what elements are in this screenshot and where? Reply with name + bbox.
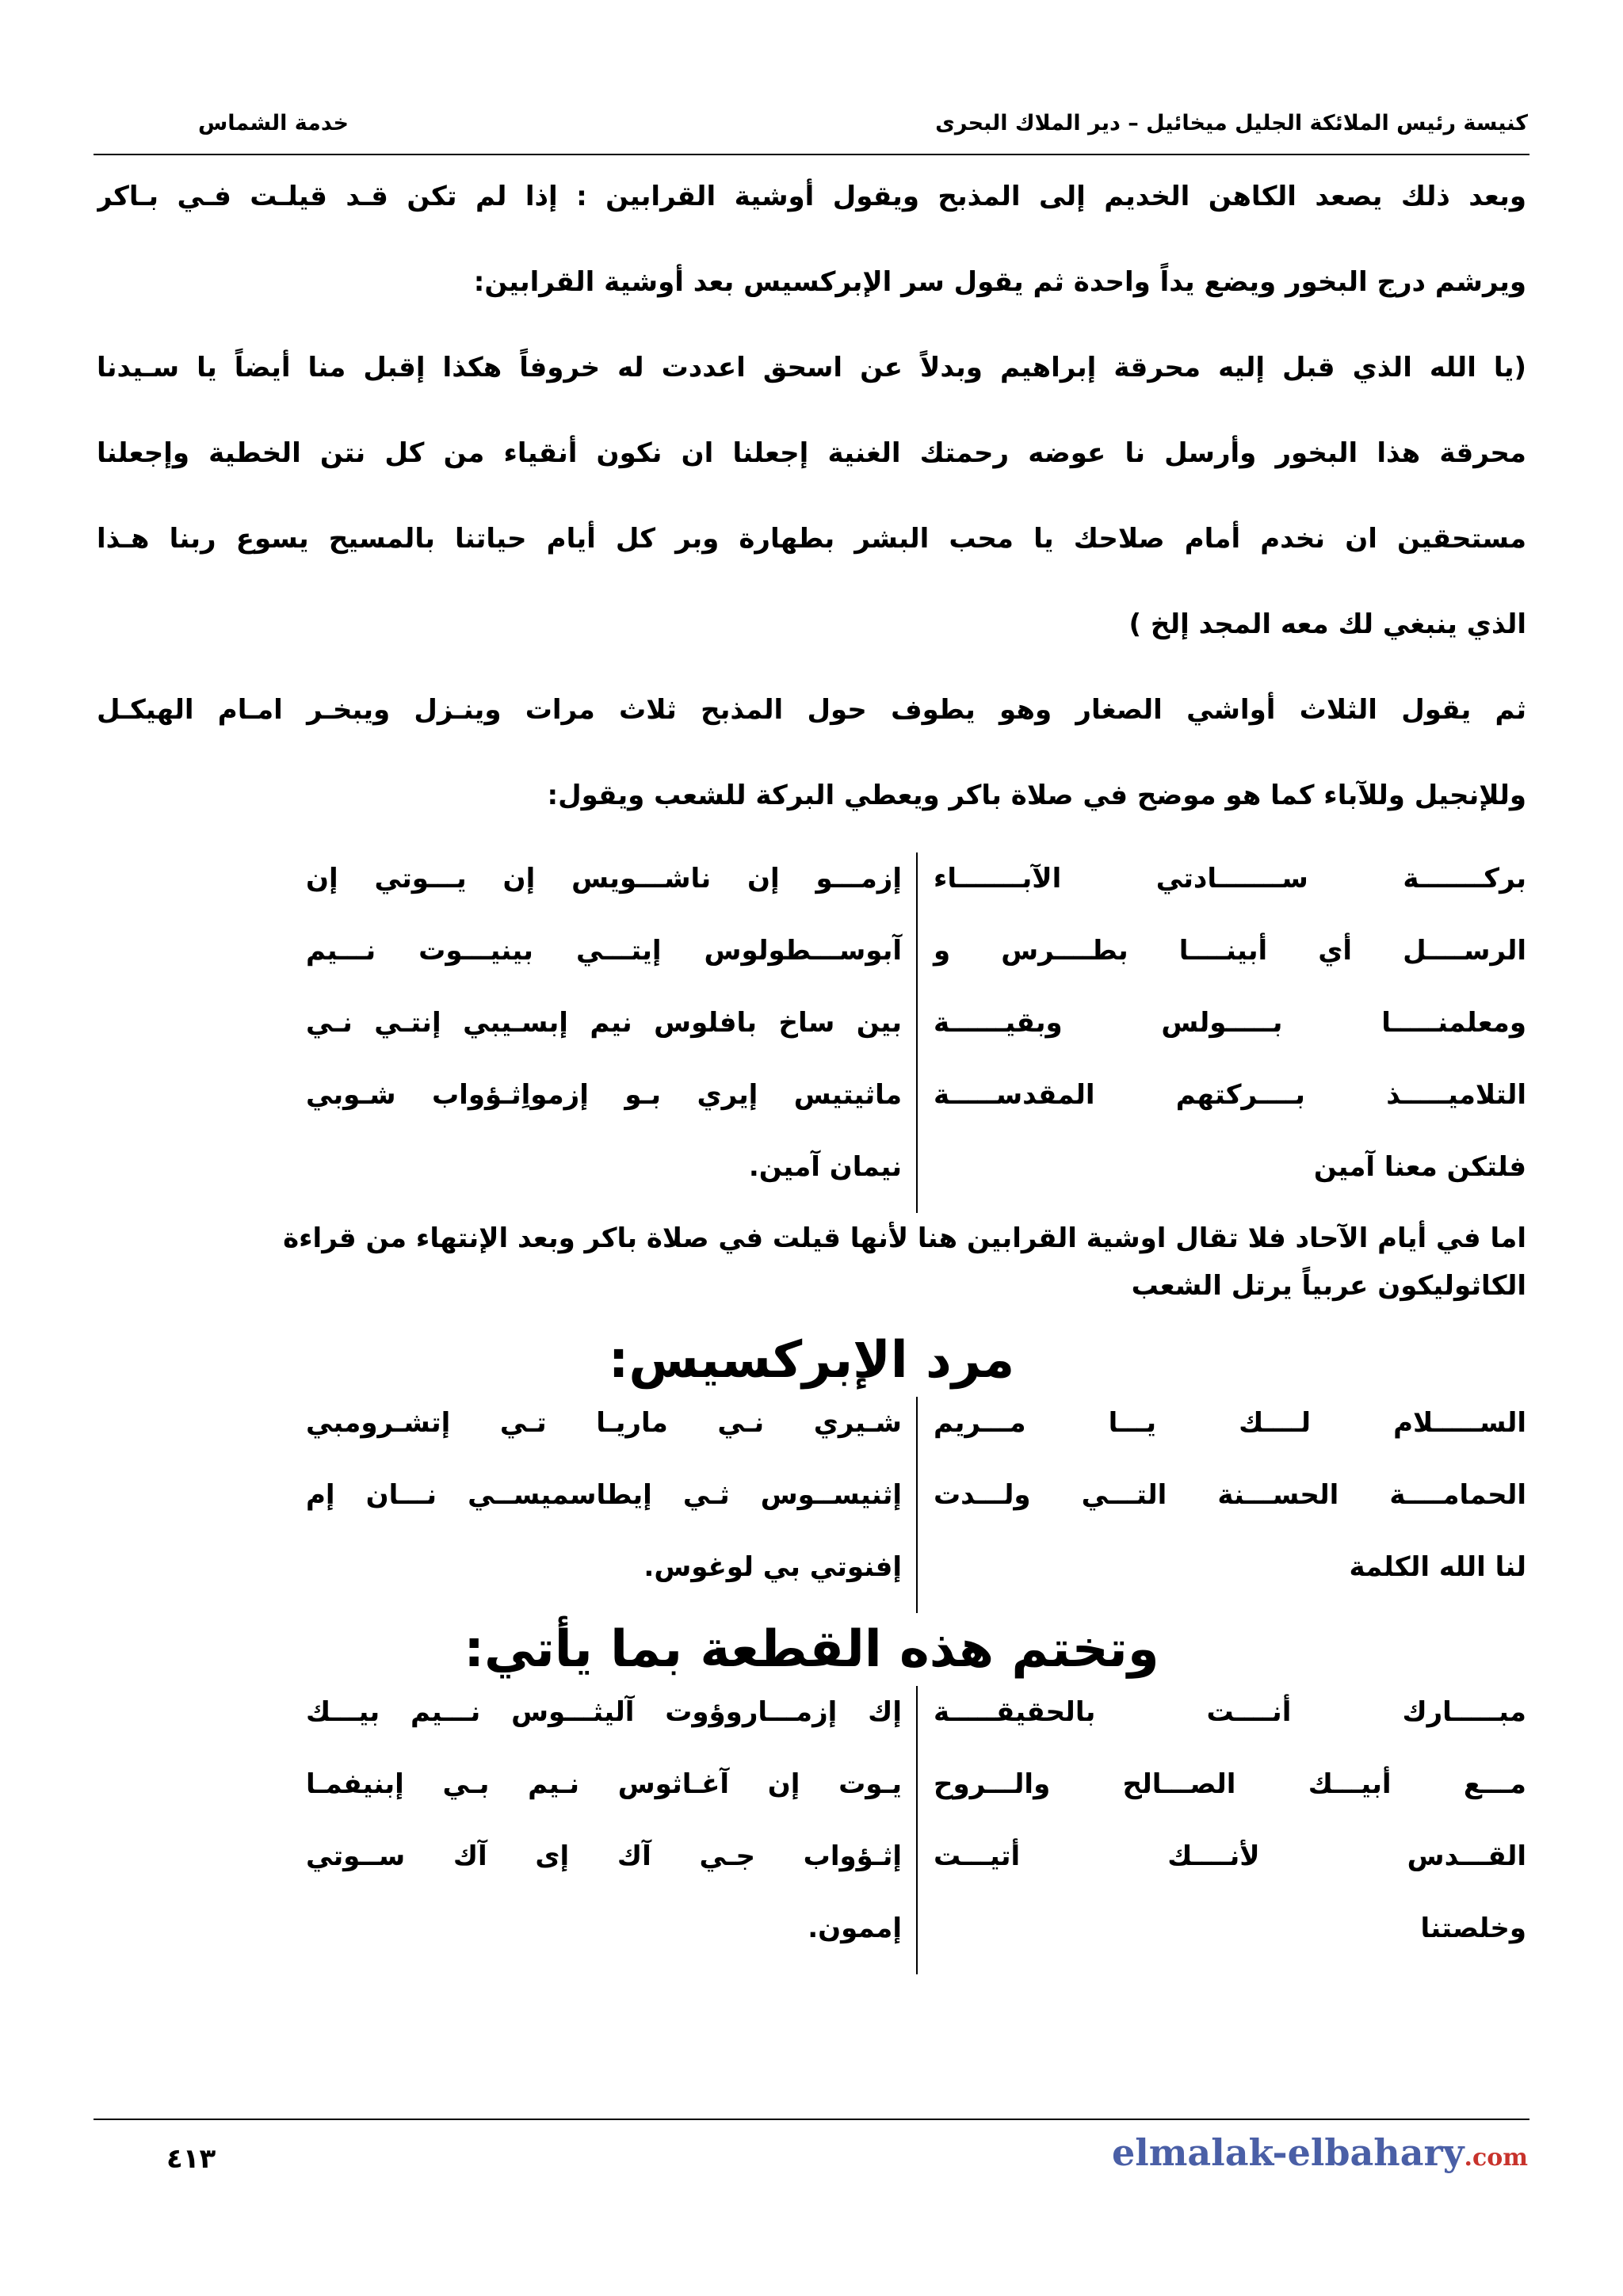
coptic-cell: إك إزمـــاروؤوت آليثـــوس نـــيم بيـــك bbox=[306, 1696, 902, 1728]
text-line: ويرشم درج البخور ويضع يداً واحدة ثم يقول سر الإبركسيس بعد أوشية القرابين: bbox=[473, 266, 1526, 298]
text-line: وللإنجيل وللآباء كما هو موضح في صلاة باكر ويعطي البركة للشعب ويقول: bbox=[547, 780, 1526, 811]
arabic-cell: مـــع أبيـــك الصـــالح والـــروح bbox=[916, 1758, 1526, 1830]
table-row bbox=[97, 1397, 1526, 1469]
coptic-cell: نيمان آمين. bbox=[748, 1151, 902, 1183]
header-rule bbox=[94, 154, 1529, 155]
page-header bbox=[95, 111, 1528, 146]
praxis-response-table bbox=[97, 1397, 1526, 1613]
text-line: (يا الله الذي قبل إليه محرقة إبراهيم وبدلاً عن اسحق اعددت له خروفاً هكذا إقبل منا أيضاً يا سـيدنا bbox=[97, 352, 1526, 383]
table-row bbox=[97, 1830, 1526, 1902]
coptic-cell: إزمـــو إن ناشـــويس إن يـــوتي إن bbox=[306, 863, 902, 894]
header-church-name: كنيسة رئيس الملائكة الجليل ميخائيل – دير الملاك البحرى bbox=[935, 111, 1528, 135]
closing-table bbox=[97, 1686, 1526, 1974]
text-line: الكاثوليكون عربياً يرتل الشعب bbox=[1131, 1270, 1526, 1302]
table-row bbox=[97, 1069, 1526, 1141]
text-line: وبعد ذلك يصعد الكاهن الخديم إلى المذبح ويقول أوشية القرابين : إذا لم تكن قـد قيلـت فـي بـاكر bbox=[97, 181, 1526, 212]
table-row bbox=[97, 1541, 1526, 1613]
coptic-cell: آبوســـطولوس إيتـــي بينيـــوت نـــيم bbox=[306, 935, 902, 967]
section-title-closing: وتختم هذه القطعة بما يأتي: bbox=[464, 1620, 1159, 1679]
paragraph-procession bbox=[97, 681, 1526, 852]
text-line: اما في أيام الآحاد فلا تقال اوشية القرابين هنا لأنها قيلت في صلاة باكر وبعد الإنتهاء من قراءة bbox=[283, 1222, 1526, 1254]
arabic-cell: فلتكن معنا آمين bbox=[916, 1141, 1526, 1213]
paragraph-sunday-note bbox=[97, 1215, 1526, 1324]
arabic-cell: التلاميـــــذ بــــركتهم المقدســـــة bbox=[916, 1069, 1526, 1141]
text-line: محرقة هذا البخور وأرسل نا عوضه رحمتك الغنية إجعلنا ان نكون أنقياء من كل نتن الخطية وإجعلنا bbox=[97, 437, 1526, 469]
arabic-cell: بركـــــــة ســـــــادتي الآبـــــــاء bbox=[916, 852, 1526, 925]
table-row bbox=[97, 1141, 1526, 1213]
coptic-cell: بين ساخ بافلوس نيم إبسـيبي إنتـي نـي bbox=[306, 1007, 902, 1039]
header-service-title: خدمة الشماس bbox=[198, 111, 349, 135]
coptic-cell: إفنوتي بي لوغوس. bbox=[643, 1551, 902, 1583]
blessing-table bbox=[97, 852, 1526, 1213]
text-line: الذي ينبغي لك معه المجد إلخ ) bbox=[1128, 608, 1526, 640]
coptic-cell: إممون. bbox=[808, 1913, 902, 1944]
coptic-cell: شـيري نـي ماريـا تـي إتشـرومبي bbox=[306, 1407, 902, 1439]
footer-rule bbox=[94, 2119, 1529, 2120]
table-row bbox=[97, 852, 1526, 925]
arabic-cell: القـــدس لأنــــك أتيـــت bbox=[916, 1830, 1526, 1902]
arabic-cell: لنا الله الكلمة bbox=[916, 1541, 1526, 1613]
coptic-cell: إثـؤواب جـي آك إى آك ســوتي bbox=[306, 1840, 902, 1872]
arabic-cell: الحمامــــة الحســـنة التـــي ولـــدت bbox=[916, 1469, 1526, 1541]
page-number: ٤١٣ bbox=[166, 2143, 216, 2175]
site-logo-name: elmalak-elbahary bbox=[1112, 2131, 1465, 2174]
text-line: مستحقين ان نخدم أمام صلاحك يا محب البشر بطهارة وبر كل أيام حياتنا بالمسيح يسوع ربنا هـذا bbox=[97, 523, 1526, 555]
table-row bbox=[97, 925, 1526, 997]
table-row bbox=[97, 997, 1526, 1069]
table-row bbox=[97, 1902, 1526, 1974]
site-logo-tld: .com bbox=[1464, 2144, 1528, 2172]
table-row bbox=[97, 1758, 1526, 1830]
arabic-cell: الســـــلام لــــك يـــا مـــريم bbox=[916, 1397, 1526, 1469]
arabic-cell: ومعلمنـــــا بـــــولس وبقيــــــة bbox=[916, 997, 1526, 1069]
coptic-cell: يـوت إن آغـاثوس نـيم بـي إبنيفمـا bbox=[306, 1768, 902, 1800]
table-row bbox=[97, 1686, 1526, 1758]
paragraph-prayer bbox=[97, 339, 1526, 681]
text-line: ثم يقول الثلاث أواشي الصغار وهو يطوف حول المذبح ثلاث مرات وينـزل ويبخـر امـام الهيكـل bbox=[97, 694, 1526, 726]
arabic-cell: الرســــل أي أبينــــا بطــــرس و bbox=[916, 925, 1526, 997]
page-body bbox=[97, 168, 1526, 1974]
coptic-cell: ماثيتيس إيري بـو إزمواِثـؤواب شـوبي bbox=[306, 1079, 902, 1111]
arabic-cell: وخلصتنا bbox=[916, 1902, 1526, 1974]
site-logo bbox=[1112, 2131, 1528, 2174]
section-title-praxis-response: مرد الإبركسيس: bbox=[608, 1331, 1015, 1390]
coptic-cell: إثنيســوس ثـي إيطاسميســي نـــان إم bbox=[306, 1479, 902, 1511]
table-row bbox=[97, 1469, 1526, 1541]
arabic-cell: مبـــــارك أنــــت بالحقيقـــــة bbox=[916, 1686, 1526, 1758]
paragraph-intro bbox=[97, 168, 1526, 339]
